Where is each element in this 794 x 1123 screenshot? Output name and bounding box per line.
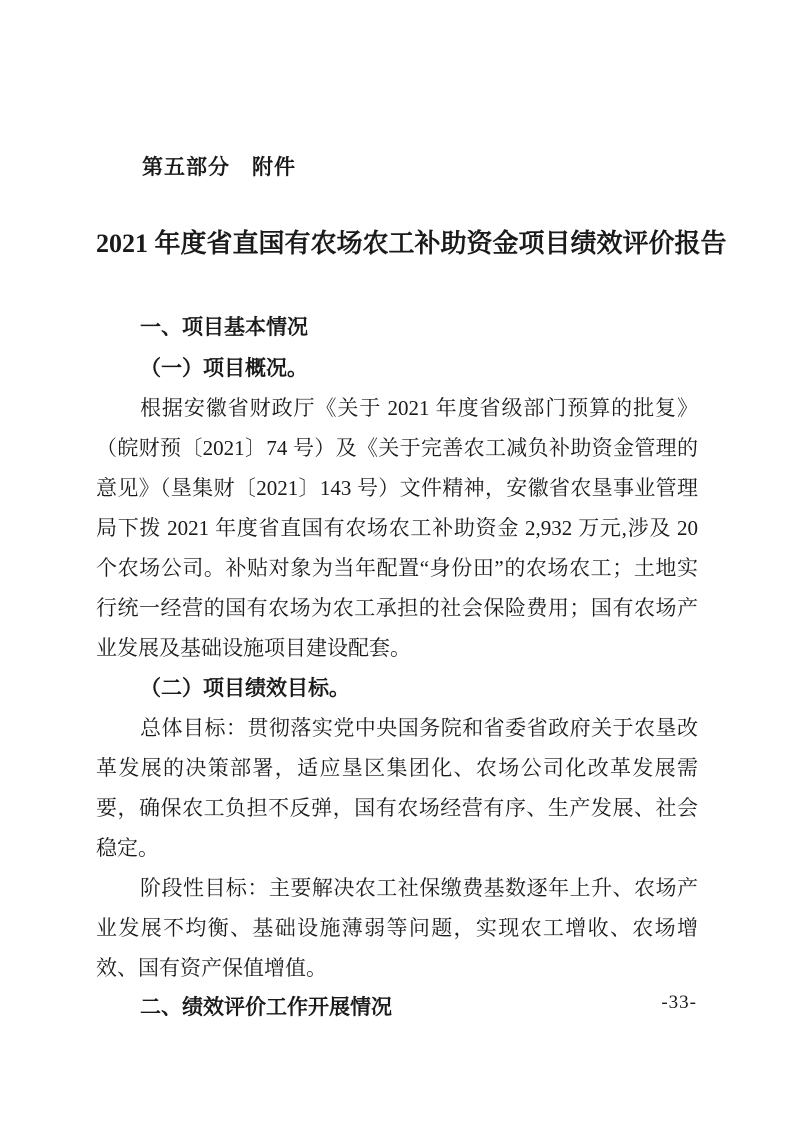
part-label: 第五部分 附件 [142, 156, 296, 179]
report-title: 2021 年度省直国有农场农工补助资金项目绩效评价报告 [96, 229, 727, 258]
page-number: -33- [661, 992, 697, 1013]
section-heading-project-basics: 一、项目基本情况 [140, 316, 308, 339]
paragraph-overall-goal: 总体目标：贯彻落实党中央国务院和省委省政府关于农垦改革发展的决策部署，适应垦区集团化、农场公司化改革发展需要，确保农工负担不反弹，国有农场经营有序、生产发展、社会稳定。 [96, 716, 698, 860]
subsection-heading-project-overview: （一）项目概况。 [140, 356, 308, 380]
page-content [96, 155, 727, 1028]
paragraph-phase-goal: 阶段性目标：主要解决农工社保缴费基数逐年上升、农场产业发展不均衡、基础设施薄弱等问题，实现农工增收、农场增效、国有资产保值增值。 [96, 876, 698, 980]
section-heading-evaluation-work: 二、绩效评价工作开展情况 [140, 996, 392, 1019]
paragraph-project-overview: 根据安徽省财政厅《关于 2021 年度省级部门预算的批复》（皖财预〔2021〕74 号）及《关于完善农工减负补助资金管理的意见》（垦集财〔2021〕143 号）文件精神，安徽省农垦事业管理局下拨 2021 年度省直国有农场农工补助资金 2,932 万元,涉及 20 个农场公司。补贴对象为当年配置“身份田”的农场农工；土地实行统一经营的国有农场为农工承担的社会保险费用；国有农场产业发展及基础设施项目建设配套。 [96, 396, 698, 660]
subsection-heading-performance-goals: （二）项目绩效目标。 [140, 676, 350, 700]
